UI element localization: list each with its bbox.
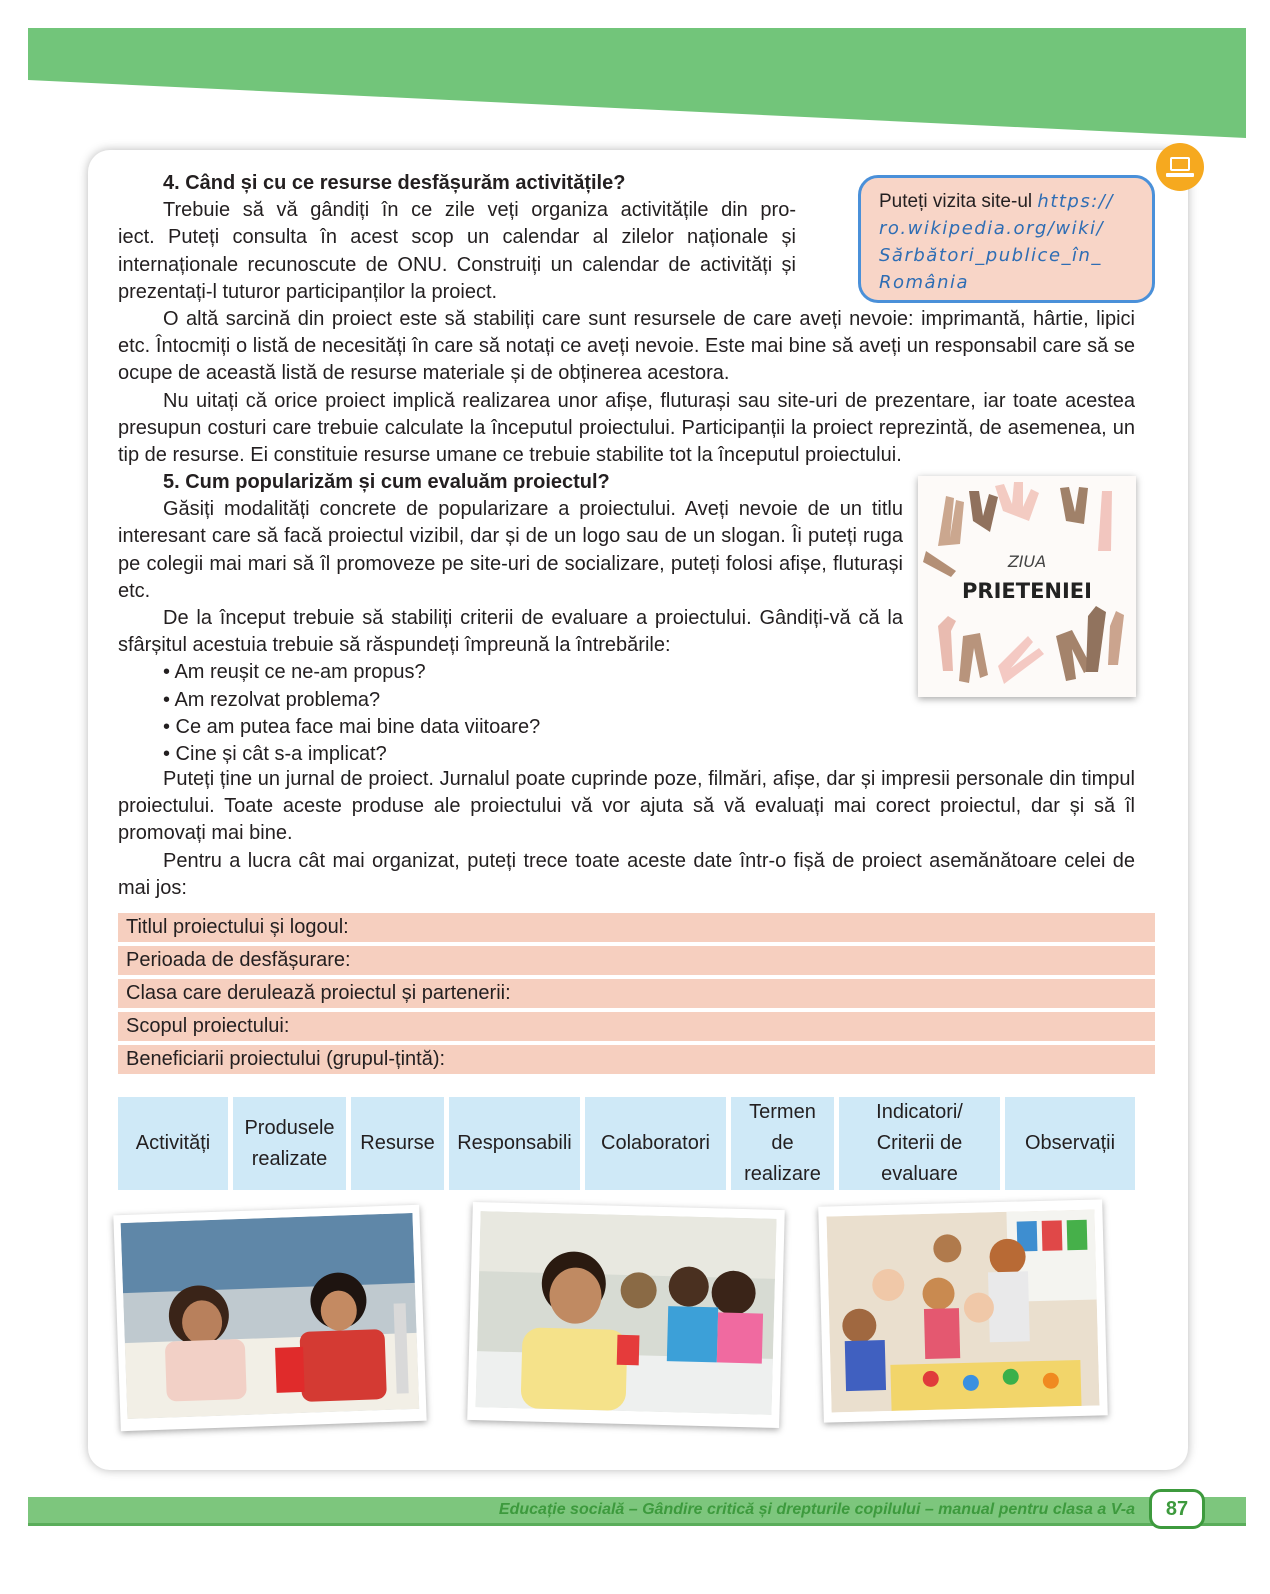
tip-url-4[interactable]: România bbox=[879, 272, 970, 293]
form-row-title: Titlul proiectului și logoul: bbox=[118, 913, 1155, 942]
section-5-top bbox=[118, 469, 903, 768]
section-4-top bbox=[118, 170, 796, 306]
section-4-heading: 4. Când și cu ce resurse desfășurăm activitățile? bbox=[163, 172, 626, 194]
footer-text: Educație socială – Gândire critică și drepturile copilului – manual pentru clasa a V-a bbox=[498, 1501, 1135, 1518]
col-responsible: Responsabili bbox=[449, 1097, 580, 1190]
poster-line-1: ZIUA bbox=[1007, 552, 1047, 571]
hands-illustration bbox=[918, 476, 1136, 697]
col-resources: Resurse bbox=[351, 1097, 444, 1190]
photo-kids-with-teacher bbox=[818, 1199, 1108, 1422]
section-4-body bbox=[118, 306, 1135, 469]
section-5-body bbox=[118, 766, 1135, 902]
col-deadline: Termen de realizare bbox=[731, 1097, 834, 1190]
tip-url-3[interactable]: Sărbători_publice_în_ bbox=[879, 245, 1102, 266]
s4-p3: Nu uitați că orice proiect implică realizarea unor afișe, fluturași sau site-uri de prezentare, iar toate acestea presupun costuri care trebuie calculate la începutul proiectului. Participanții la proiect reprezintă, de asemenea, un tip de resurse. Ei constituie resurse umane ce trebuie stabilite tot la începutul proiectului. bbox=[118, 389, 1135, 467]
col-indicators: Indicatori/ Criterii de evaluare bbox=[839, 1097, 1000, 1190]
col-products: Produsele realizate bbox=[233, 1097, 346, 1190]
s4-p1-line4: prezentați-l tuturor participanților la proiect. bbox=[118, 280, 498, 303]
s4-p1-line2: iect. Puteți consulta în acest scop un calendar al zilelor naționale și bbox=[118, 226, 796, 249]
tip-url-2[interactable]: ro.wikipedia.org/wiki/ bbox=[879, 218, 1105, 239]
footer-line bbox=[28, 1523, 1246, 1526]
s4-p1-line1: Trebuie să vă gândiți în ce zile veți organiza activitățile din pro- bbox=[163, 199, 796, 222]
col-activities: Activități bbox=[118, 1097, 228, 1190]
s5-p4: Pentru a lucra cât mai organizat, puteți trece toate aceste date într-o fișă de proiect asemănătoare celei de mai jos: bbox=[118, 849, 1135, 899]
form-row-beneficiaries: Beneficiarii proiectului (grupul-țintă): bbox=[118, 1045, 1155, 1074]
page-number: 87 bbox=[1149, 1489, 1205, 1529]
s4-p1-line3: internaționale recunoscute de ONU. Construiți un calendar de activități și bbox=[118, 253, 796, 276]
s5-p1: Găsiți modalități concrete de popularizare a proiectului. Aveți nevoie de un titlu interesant care să facă proiectul vizibil, dar și de un logo sau de un slogan. Îi puteți ruga pe colegii mai mari să îl promoveze pe site-uri de socializare, puteți folosi afișe, fluturași etc. bbox=[118, 498, 903, 602]
section-5-heading: 5. Cum popularizăm și cum evaluăm proiectul? bbox=[163, 471, 610, 493]
s5-bullet-3: • Ce am putea face mai bine data viitoare? bbox=[163, 715, 541, 738]
photo-students-writing bbox=[113, 1205, 426, 1432]
s5-p2: De la început trebuie să stabiliți criterii de evaluare a proiectului. Gândiți-vă că la sfârșitul acestuia trebuie să răspundeți împreună la întrebările: bbox=[118, 607, 903, 657]
s5-p3: Puteți ține un jurnal de proiect. Jurnalul poate cuprinde poze, filmări, afișe, dar și impresii personale din timpul proiectului. Toate aceste produse ale proiectului vă vor ajuta să vă evaluați mai corect proiectul, dar și să îl promovați mai bine. bbox=[118, 768, 1135, 845]
photo-smiling-boy bbox=[467, 1202, 785, 1428]
tip-text: Puteți vizita site-ul bbox=[879, 191, 1038, 212]
form-row-scope: Scopul proiectului: bbox=[118, 1012, 1155, 1041]
s5-bullet-4: • Cine și cât s-a implicat? bbox=[163, 743, 387, 766]
col-observations: Observații bbox=[1005, 1097, 1135, 1190]
poster-line-2: PRIETENIEI bbox=[962, 579, 1092, 603]
s5-bullet-1: • Am reușit ce ne-am propus? bbox=[163, 661, 426, 684]
form-row-class: Clasa care derulează proiectul și partenerii: bbox=[118, 979, 1155, 1008]
laptop-icon bbox=[1156, 143, 1204, 191]
col-collaborators: Colaboratori bbox=[585, 1097, 726, 1190]
tip-box bbox=[858, 175, 1155, 303]
friendship-day-poster bbox=[918, 476, 1136, 697]
s5-bullet-2: • Am rezolvat problema? bbox=[163, 688, 381, 711]
s4-p2: O altă sarcină din proiect este să stabiliți care sunt resursele de care aveți nevoie: imprimantă, hârtie, lipici etc. Întocmiți o listă de necesități în care să notați ce aveți nevoie. Este mai bine să aveți un responsabil care să se ocupe de această listă de resurse materiale și de obținerea acestora. bbox=[118, 308, 1135, 385]
form-row-period: Perioada de desfășurare: bbox=[118, 946, 1155, 975]
tip-url-1[interactable]: https:// bbox=[1037, 191, 1114, 212]
top-banner bbox=[28, 28, 1246, 140]
